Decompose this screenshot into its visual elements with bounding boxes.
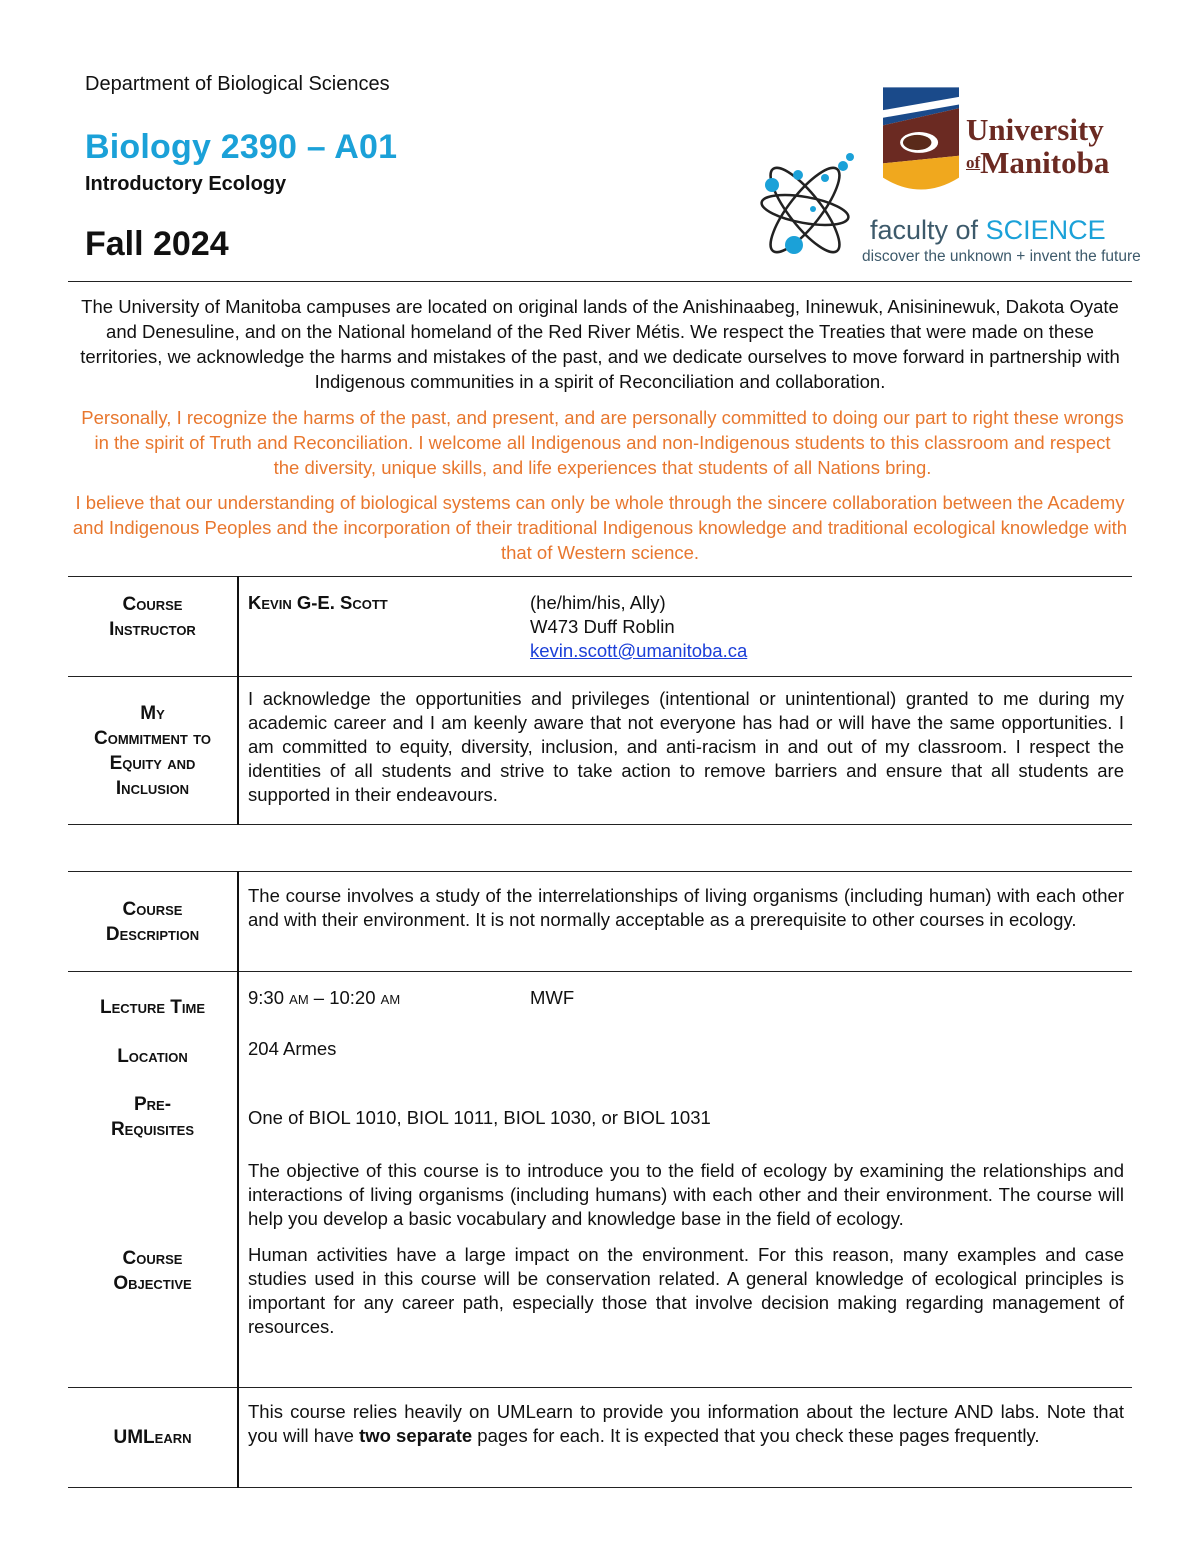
faculty-prefix: faculty of bbox=[870, 215, 986, 245]
table-row bbox=[68, 972, 1132, 1034]
objective-label-2: Objective bbox=[113, 1273, 192, 1294]
header-divider bbox=[68, 281, 1132, 282]
table-row bbox=[68, 1079, 1132, 1155]
objective-label bbox=[68, 1155, 238, 1388]
lecture-days: MWF bbox=[530, 987, 575, 1008]
instructor-contact bbox=[530, 591, 747, 663]
instructor-label-2: Instructor bbox=[109, 619, 196, 640]
faculty-science: SCIENCE bbox=[985, 215, 1106, 245]
table-row bbox=[68, 1033, 1132, 1079]
table-row bbox=[68, 872, 1132, 972]
faculty-tagline: discover the unknown + invent the future bbox=[862, 248, 1141, 265]
umlearn-label: UMLearn bbox=[68, 1388, 238, 1488]
term-label: Fall 2024 bbox=[85, 225, 229, 263]
prereq-label bbox=[68, 1079, 238, 1155]
prereq-value: One of BIOL 1010, BIOL 1011, BIOL 1030, or BIOL 1031 bbox=[248, 1107, 711, 1128]
umlearn-text bbox=[238, 1388, 1132, 1488]
university-wordmark bbox=[966, 113, 1109, 179]
objective-paragraph-1: The objective of this course is to introduce you to the field of ecology by examining the relationships and interactions of living organisms (including humans) with each other and their environment. The course will help you develop a basic vocabulary and knowledge base in the field of ecology. bbox=[248, 1160, 1124, 1229]
university-of: of bbox=[966, 153, 981, 172]
faculty-name bbox=[870, 215, 1106, 246]
instructor-email-link[interactable]: kevin.scott@umanitoba.ca bbox=[530, 640, 748, 661]
instructor-label-1: Course bbox=[122, 594, 183, 615]
commitment-label-1: My bbox=[140, 702, 165, 724]
personal-statement-2: I believe that our understanding of biological systems can only be whole through the sincere collaboration between the Academy and Indigenous Peoples and the incorporation of their traditional Indigenous knowledge and traditional ecological knowledge with that of Western science. bbox=[72, 492, 1128, 563]
instructor-details bbox=[238, 577, 1132, 677]
course-info-table bbox=[68, 871, 1132, 1488]
course-subtitle: Introductory Ecology bbox=[85, 173, 287, 195]
commitment-text: I acknowledge the opportunities and privileges (intentional or unintentional) granted to me during my academic career and I am keenly aware that not everyone has had or will have the same opportunities. I am committed to equity, diversity, inclusion, and anti-racism in and out of my classroom. I respect the identities of all students and strive to take action to remove barriers and ensure that all students are supported in their endeavours. bbox=[238, 677, 1132, 825]
university-shield-icon bbox=[883, 86, 959, 198]
location-value: 204 Armes bbox=[248, 1038, 337, 1059]
description-label-2: Description bbox=[105, 923, 200, 945]
university-line2 bbox=[966, 146, 1109, 179]
commitment-label-2: Commitment to bbox=[94, 727, 211, 749]
table-row bbox=[68, 677, 1132, 825]
objective-paragraph-2: Human activities have a large impact on the environment. For this reason, many examples and case studies used in this course will be conservation related. A general knowledge of ecological principles is important for any career path, especially those that involve decision making regarding management of resources. bbox=[248, 1244, 1124, 1337]
instructor-label bbox=[68, 577, 238, 677]
prereq-label-1: Pre- bbox=[133, 1094, 172, 1115]
umlearn-text-1: This course relies heavily on UMLearn to provide you information about the lecture AND labs. Note that you will have bbox=[248, 1401, 1124, 1446]
department-name: Department of Biological Sciences bbox=[85, 73, 390, 95]
instructor-office: W473 Duff Roblin bbox=[530, 616, 675, 637]
land-acknowledgement: The University of Manitoba campuses are located on original lands of the Anishinaabeg, Ininewuk, Anisininewuk, Dakota Oyate and Denesuline, and on the National homeland of the Red River Métis. We respect the Treaties that were made on these territories, we acknowledge the harms and mistakes of the past, and we dedicate ourselves to move forward in partnership with Indigenous communities in a spirit of Reconciliation and collaboration. bbox=[80, 296, 1120, 392]
prereq-label-2: Requisites bbox=[110, 1119, 195, 1140]
commitment-label bbox=[68, 677, 238, 825]
instructor-pronouns: (he/him/his, Ally) bbox=[530, 592, 666, 613]
commitment-label-4: Inclusion bbox=[115, 777, 190, 799]
course-title: Biology 2390 – A01 bbox=[85, 128, 398, 166]
description-text: The course involves a study of the interrelationships of living organisms (including human) with each other and with their environment. It is not normally acceptable as a prerequisite to other courses in ecology. bbox=[238, 872, 1132, 972]
instructor-name: Kevin G-E. Scott bbox=[248, 592, 388, 613]
instructor-table bbox=[68, 576, 1132, 825]
university-line1: University bbox=[966, 112, 1104, 147]
description-label bbox=[68, 872, 238, 972]
lecture-details bbox=[238, 972, 1132, 1034]
lecture-time: 9:30 am – 10:20 am bbox=[248, 987, 401, 1008]
table-row bbox=[68, 1155, 1132, 1388]
description-label-1: Course bbox=[122, 898, 183, 920]
location-label: Location bbox=[68, 1033, 238, 1079]
objective-text bbox=[238, 1155, 1132, 1388]
lecture-label: Lecture Time bbox=[68, 972, 238, 1034]
table-row bbox=[68, 577, 1132, 677]
umlearn-text-bold: two separate bbox=[359, 1425, 473, 1446]
objective-label-1: Course bbox=[122, 1248, 183, 1269]
umlearn-text-2: pages for each. It is expected that you check these pages frequently. bbox=[472, 1425, 1040, 1446]
table-row bbox=[68, 1388, 1132, 1488]
commitment-label-3: Equity and bbox=[109, 752, 196, 774]
university-manitoba: Manitoba bbox=[980, 145, 1110, 180]
personal-statement-1: Personally, I recognize the harms of the past, and present, and are personally committed to doing our part to right these wrongs in the spirit of Truth and Reconciliation. I welcome all Indigenous and non-Indigenous students to this classroom and respect the diversity, unique skills, and life experiences that students of all Nations bring. bbox=[81, 407, 1124, 478]
